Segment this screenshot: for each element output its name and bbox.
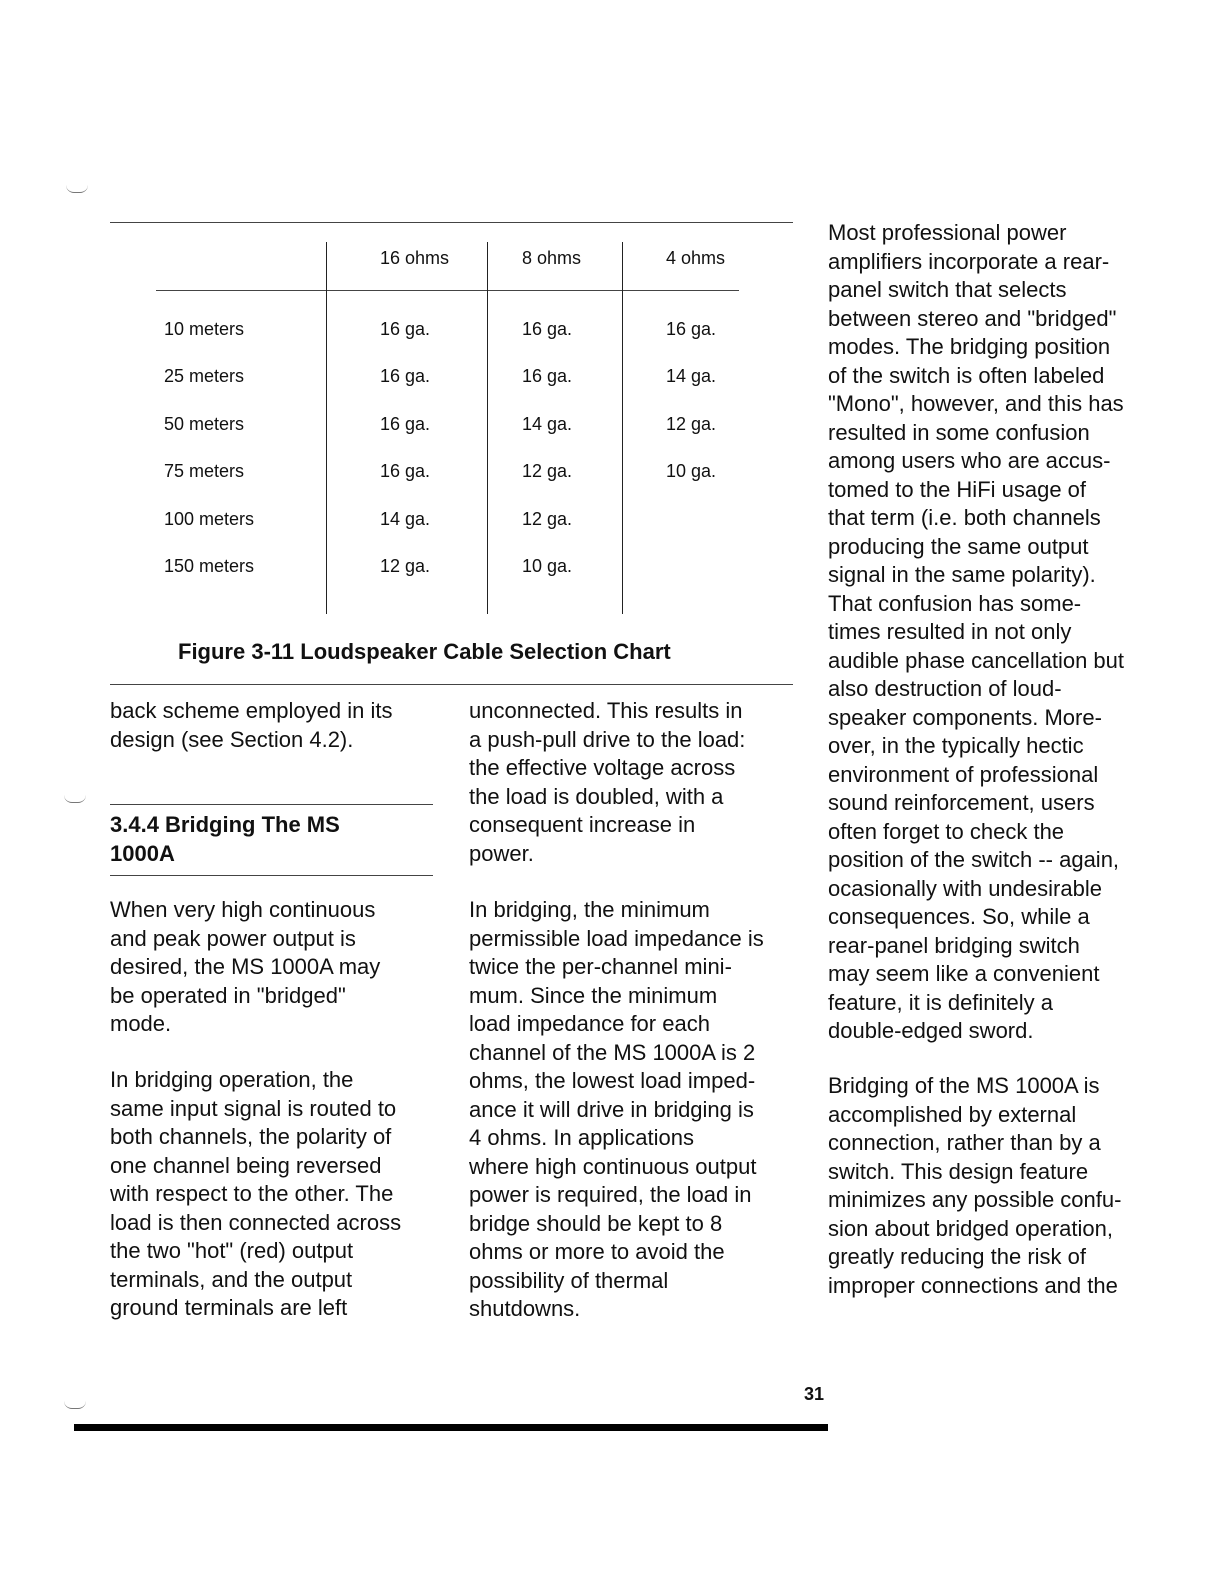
table-header-8-ohms: 8 ohms (522, 248, 582, 268)
gauge-8-ohms: 16 ga. (522, 319, 573, 339)
col1-intro-paragraph: back scheme employed in its design (see Section 4.2). (110, 698, 393, 752)
scan-mark-middle (64, 792, 86, 803)
gauge-8-ohms: 14 ga. (522, 414, 573, 434)
gauge-8-ohms: 12 ga. (522, 461, 573, 481)
gauge-16-ohms: 16 ga. (380, 366, 431, 386)
col3-paragraph-1: Most professional power amplifiers incorporate a rear- panel switch that selects between stereo and "bridged" modes. The bridging position of the switch is often labeled "Mono", however, and this has resulted in some confusion among users who are accus- tomed to the HiFi usage of that term (i.e. both channels producing the same output signal in the same polarity). That confusion has some- times resulted in not only audible phase cancellation but also destruction of loud- speaker components. More- over, in the typically hectic environment of professional sound reinforcement, users often forget to check the position of the switch -- again, ocasionally with undesirable consequences. So, while a rear-panel bridging switch may seem like a convenient feature, it is definitely a double-edged sword. (828, 220, 1125, 1043)
cable-length: 75 meters (164, 461, 245, 481)
gauge-4-ohms: 12 ga. (666, 414, 717, 434)
scan-mark-bottom (64, 1398, 86, 1409)
gauge-16-ohms: 16 ga. (380, 461, 431, 481)
gauge-16-ohms: 12 ga. (380, 556, 431, 576)
col1-paragraph-2: In bridging operation, the same input signal is routed to both channels, the polarity of one channel being reversed with respect to the other. The load is then connected across the two "hot" (red) output terminals, and the output ground terminals are left (110, 1067, 402, 1320)
gauge-8-ohms: 12 ga. (522, 509, 573, 529)
col2-paragraph-2: In bridging, the minimum permissible load impedance is twice the per-channel mini- mum. Since the minimum load impedance for each channel of the MS 1000A is 2 ohms, the lowest load imped- ance it will drive in bridging is 4 ohms. In applications where high continuous output power is required, the load in bridge should be kept to 8 ohms or more to avoid the possibility of thermal shutdowns. (469, 897, 764, 1321)
table-header-4-ohms: 4 ohms (666, 248, 726, 268)
cable-length: 10 meters (164, 319, 245, 339)
section-heading: 3.4.4 Bridging The MS 1000A (110, 812, 340, 866)
gauge-4-ohms: 14 ga. (666, 366, 717, 386)
section-heading-bottom-rule (110, 875, 433, 876)
col1-paragraph-1: When very high continuous and peak power output is desired, the MS 1000A may be operated in "bridged" mode. (110, 897, 381, 1036)
table-col-divider-1 (326, 242, 327, 614)
gauge-4-ohms: 16 ga. (666, 319, 717, 339)
scan-mark-top (66, 184, 88, 193)
gauge-16-ohms: 16 ga. (380, 319, 431, 339)
table-top-rule (110, 222, 793, 223)
gauge-4-ohms: 10 ga. (666, 461, 717, 481)
gauge-8-ohms: 16 ga. (522, 366, 573, 386)
gauge-8-ohms: 10 ga. (522, 556, 573, 576)
caption-bottom-rule (110, 684, 793, 685)
gauge-16-ohms: 16 ga. (380, 414, 431, 434)
gauge-16-ohms: 14 ga. (380, 509, 431, 529)
page-number: 31 (804, 1384, 825, 1404)
section-heading-top-rule (110, 804, 433, 805)
cable-length: 50 meters (164, 414, 245, 434)
table-col-divider-2 (487, 242, 488, 614)
figure-caption: Figure 3-11 Loudspeaker Cable Selection Chart (178, 639, 671, 664)
table-col-divider-3 (622, 242, 623, 614)
table-header-rule (156, 290, 739, 291)
table-header-16-ohms: 16 ohms (380, 248, 450, 268)
cable-length: 150 meters (164, 556, 255, 576)
cable-length: 100 meters (164, 509, 255, 529)
footer-bar (74, 1424, 828, 1431)
col2-paragraph-1: unconnected. This results in a push-pull drive to the load: the effective voltage across the load is doubled, with a consequent increase in power. (469, 698, 746, 866)
cable-length: 25 meters (164, 366, 245, 386)
col3-paragraph-2: Bridging of the MS 1000A is accomplished by external connection, rather than by a switch. This design feature minimizes any possible confu- sion about bridged operation, greatly reducing the risk of improper connections and the (828, 1073, 1122, 1298)
